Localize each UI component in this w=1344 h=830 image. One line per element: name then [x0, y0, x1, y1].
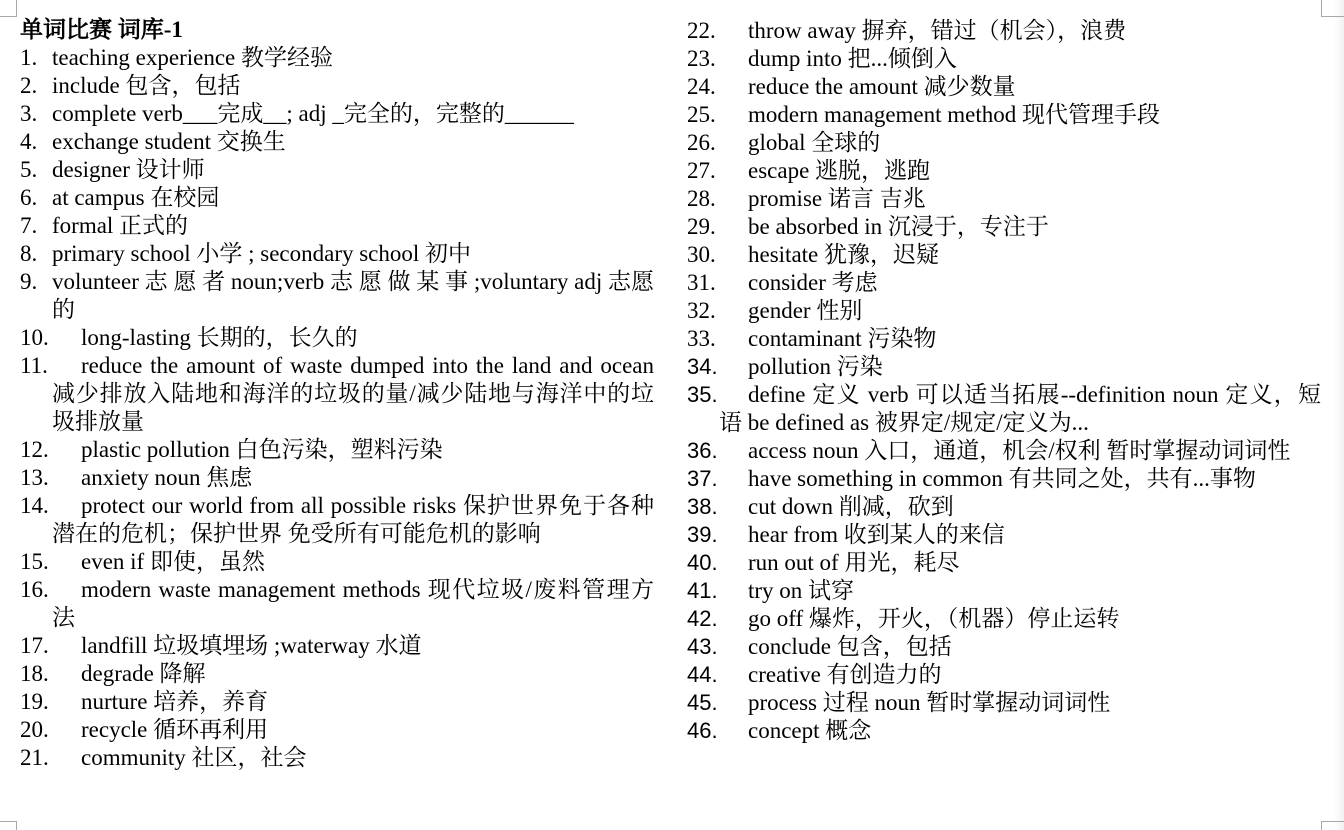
item-text: exchange student 交换生 [52, 129, 286, 154]
item-number: 34. [687, 354, 718, 379]
item-text: degrade 降解 [81, 661, 206, 686]
item-text: run out of 用光，耗尽 [748, 550, 960, 575]
vocab-item [687, 521, 1321, 549]
item-text: hesitate 犹豫，迟疑 [748, 242, 939, 267]
item-text: plastic pollution 白色污染，塑料污染 [81, 437, 443, 462]
item-number: 35. [687, 382, 718, 407]
vocab-list-right [687, 17, 1321, 745]
item-text: access noun 入口，通道，机会/权利 暂时掌握动词词性 [748, 438, 1291, 463]
item-text: primary school 小学 ; secondary school 初中 [52, 241, 472, 266]
item-number: 37. [687, 466, 718, 491]
vocab-item [20, 184, 654, 212]
item-text: reduce the amount of waste dumped into the land and ocean 减少排放入陆地和海洋的垃圾的量/减少陆地与海洋中的垃圾排放量 [52, 353, 654, 434]
item-number: 6. [20, 185, 38, 210]
item-number: 11. [20, 353, 48, 378]
item-text: community 社区，社会 [81, 745, 307, 770]
vocab-item [687, 157, 1321, 185]
vocab-item [687, 17, 1321, 45]
item-number: 31. [687, 270, 716, 295]
item-text: designer 设计师 [52, 157, 205, 182]
item-number: 8. [20, 241, 38, 266]
vocab-item [687, 297, 1321, 325]
item-text: try on 试穿 [748, 578, 855, 603]
vocab-item [687, 269, 1321, 297]
item-number: 10. [20, 325, 49, 350]
item-text: pollution 污染 [748, 354, 883, 379]
vocab-item [687, 549, 1321, 577]
item-text: complete verb___完成__; adj _完全的，完整的______ [52, 101, 574, 126]
item-text: throw away 摒弃，错过（机会），浪费 [748, 18, 1127, 43]
item-text: define 定义 verb 可以适当拓展--definition noun 定义，短语 be defined as 被界定/规定/定义为... [719, 382, 1321, 435]
item-number: 20. [20, 717, 49, 742]
item-number: 2. [20, 73, 38, 98]
item-text: formal 正式的 [52, 213, 189, 238]
crop-mark-bottom-left [0, 821, 17, 830]
item-text: promise 诺言 吉兆 [748, 186, 926, 211]
vocab-item [687, 213, 1321, 241]
item-number: 33. [687, 326, 716, 351]
item-number: 16. [20, 577, 49, 602]
item-text: consider 考虑 [748, 270, 878, 295]
vocab-item [20, 240, 654, 268]
vocab-item [687, 689, 1321, 717]
item-number: 29. [687, 214, 716, 239]
vocab-item [687, 605, 1321, 633]
item-text: teaching experience 教学经验 [52, 45, 333, 70]
left-column [20, 16, 654, 772]
vocab-item [20, 688, 654, 716]
item-text: nurture 培养，养育 [81, 689, 269, 714]
item-number: 21. [20, 745, 49, 770]
item-number: 28. [687, 186, 716, 211]
item-text: even if 即使，虽然 [81, 549, 265, 574]
item-text: be absorbed in 沉浸于，专注于 [748, 214, 1049, 239]
vocab-item [20, 576, 654, 632]
vocab-item [20, 324, 654, 352]
item-number: 43. [687, 634, 718, 659]
item-text: contaminant 污染物 [748, 326, 937, 351]
item-number: 25. [687, 102, 716, 127]
item-text: volunteer 志 愿 者 noun;verb 志 愿 做 某 事 ;voluntary adj 志愿的 [52, 269, 654, 322]
vocab-item [20, 548, 654, 576]
item-number: 19. [20, 689, 49, 714]
item-text: recycle 循环再利用 [81, 717, 269, 742]
vocab-item [20, 464, 654, 492]
item-text: reduce the amount 减少数量 [748, 74, 1016, 99]
item-number: 5. [20, 157, 38, 182]
vocab-item [687, 717, 1321, 745]
item-number: 36. [687, 438, 718, 463]
item-number: 22. [687, 18, 716, 43]
item-text: cut down 削减，砍到 [748, 494, 954, 519]
crop-mark-top-left [0, 0, 17, 17]
item-number: 30. [687, 242, 716, 267]
vocab-item [687, 381, 1321, 437]
item-number: 44. [687, 662, 718, 687]
item-text: dump into 把...倾倒入 [748, 46, 957, 71]
vocab-list-left [20, 44, 654, 772]
item-number: 9. [20, 269, 38, 294]
item-text: go off 爆炸，开火，（机器）停止运转 [748, 606, 1120, 631]
vocab-item [20, 352, 654, 436]
item-number: 15. [20, 549, 49, 574]
vocab-item [687, 241, 1321, 269]
item-text: at campus 在校园 [52, 185, 220, 210]
vocab-item [20, 436, 654, 464]
item-number: 32. [687, 298, 716, 323]
vocab-item [20, 744, 654, 772]
vocab-item [687, 185, 1321, 213]
item-number: 40. [687, 550, 718, 575]
item-number: 1. [20, 45, 38, 70]
right-column [687, 17, 1321, 745]
item-number: 39. [687, 522, 718, 547]
item-text: modern waste management methods 现代垃圾/废料管理方法 [52, 577, 654, 630]
vocab-item [20, 268, 654, 324]
vocab-item [20, 72, 654, 100]
item-text: landfill 垃圾填埋场 ;waterway 水道 [81, 633, 422, 658]
item-number: 27. [687, 158, 716, 183]
vocab-item [20, 660, 654, 688]
item-number: 38. [687, 494, 718, 519]
item-text: long-lasting 长期的，长久的 [81, 325, 358, 350]
item-text: modern management method 现代管理手段 [748, 102, 1161, 127]
item-number: 12. [20, 437, 49, 462]
vocab-item [20, 44, 654, 72]
item-text: creative 有创造力的 [748, 662, 942, 687]
item-number: 42. [687, 606, 718, 631]
item-text: concept 概念 [748, 718, 872, 743]
item-text: have something in common 有共同之处，共有...事物 [748, 466, 1256, 491]
item-number: 41. [687, 578, 718, 603]
vocab-item [20, 100, 654, 128]
item-number: 26. [687, 130, 716, 155]
item-text: global 全球的 [748, 130, 881, 155]
item-text: gender 性别 [748, 298, 863, 323]
item-number: 13. [20, 465, 49, 490]
vocab-item [20, 156, 654, 184]
vocab-item [687, 325, 1321, 353]
item-text: escape 逃脱，逃跑 [748, 158, 931, 183]
item-text: conclude 包含，包括 [748, 634, 952, 659]
vocab-item [687, 45, 1321, 73]
item-text: protect our world from all possible risks 保护世界免于各种潜在的危机；保护世界 免受所有可能危机的影响 [52, 493, 654, 546]
item-number: 46. [687, 718, 718, 743]
vocab-item [687, 633, 1321, 661]
item-number: 23. [687, 46, 716, 71]
item-number: 14. [20, 493, 49, 518]
vocab-item [687, 101, 1321, 129]
item-text: process 过程 noun 暂时掌握动词词性 [748, 690, 1111, 715]
item-number: 17. [20, 633, 49, 658]
vocab-item [687, 465, 1321, 493]
vocab-item [687, 493, 1321, 521]
item-text: include 包含，包括 [52, 73, 241, 98]
crop-mark-top-right [1321, 0, 1344, 17]
vocab-item [687, 73, 1321, 101]
vocab-item [20, 128, 654, 156]
vocab-item [687, 437, 1321, 465]
vocab-item [687, 577, 1321, 605]
vocab-item [20, 212, 654, 240]
vocab-item [20, 716, 654, 744]
vocab-item [687, 353, 1321, 381]
item-number: 3. [20, 101, 38, 126]
vocab-item [687, 661, 1321, 689]
item-number: 45. [687, 690, 718, 715]
item-text: hear from 收到某人的来信 [748, 522, 1005, 547]
vocab-item [20, 492, 654, 548]
document-title: 单词比赛 词库-1 [20, 17, 183, 42]
item-number: 18. [20, 661, 49, 686]
page-edge-shadow [1334, 0, 1344, 830]
item-text: anxiety noun 焦虑 [81, 465, 253, 490]
item-number: 4. [20, 129, 38, 154]
crop-mark-bottom-right [1321, 821, 1344, 830]
item-number: 7. [20, 213, 38, 238]
item-number: 24. [687, 74, 716, 99]
vocab-item [20, 632, 654, 660]
vocab-item [687, 129, 1321, 157]
